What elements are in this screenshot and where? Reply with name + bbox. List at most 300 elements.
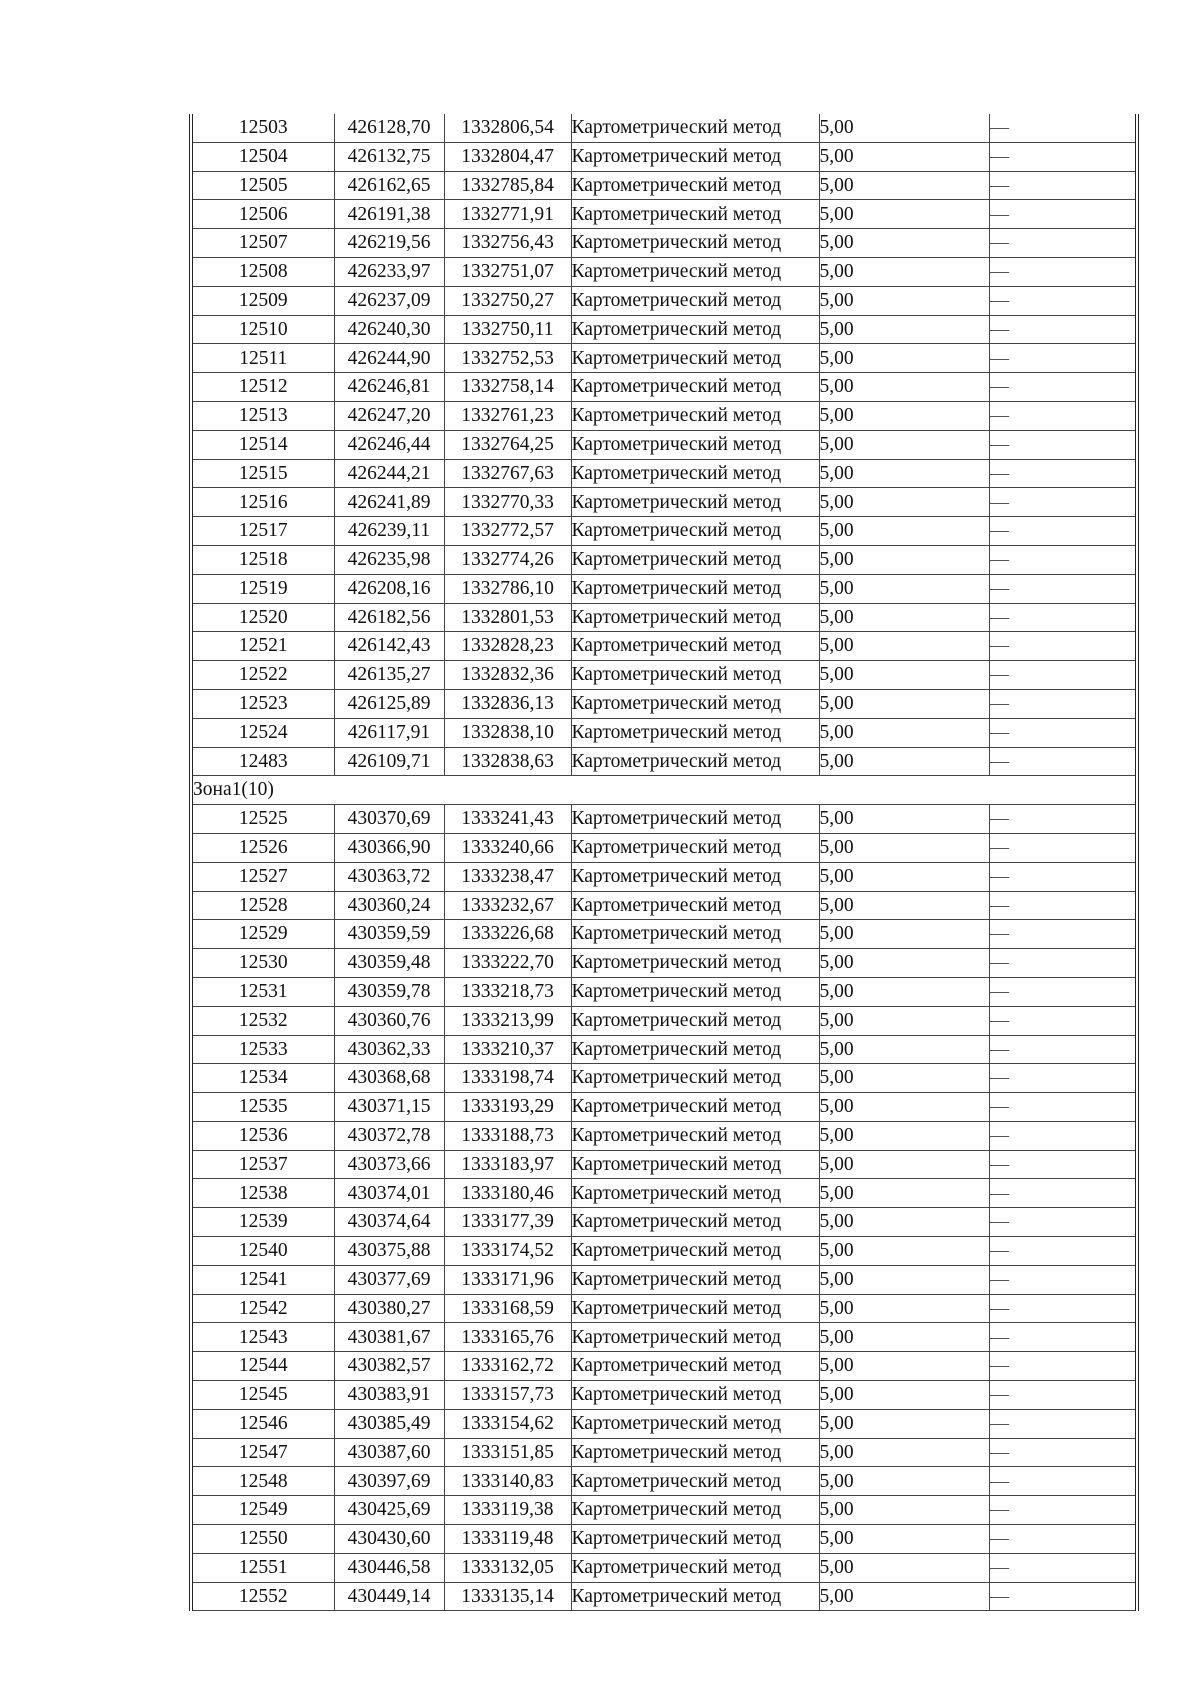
precision-cell: 5,00: [819, 1525, 989, 1554]
description-cell: —: [989, 949, 1137, 978]
method-cell: Картометрический метод: [571, 229, 819, 258]
table-row: [191, 344, 1137, 373]
precision-cell: 5,00: [819, 1323, 989, 1352]
method-cell: Картометрический метод: [571, 1150, 819, 1179]
x-coordinate-cell: 430373,66: [334, 1150, 444, 1179]
method-cell: Картометрический метод: [571, 315, 819, 344]
method-cell: Картометрический метод: [571, 488, 819, 517]
y-coordinate-cell: 1332758,14: [444, 373, 571, 402]
precision-cell: 5,00: [819, 1553, 989, 1582]
table-row: [191, 1582, 1137, 1611]
y-coordinate-cell: 1332801,53: [444, 603, 571, 632]
description-cell: —: [989, 1438, 1137, 1467]
x-coordinate-cell: 426244,90: [334, 344, 444, 373]
y-coordinate-cell: 1332806,54: [444, 114, 571, 142]
method-cell: Картометрический метод: [571, 920, 819, 949]
point-number-cell: 12526: [191, 833, 334, 862]
table-row: [191, 603, 1137, 632]
description-cell: —: [989, 1496, 1137, 1525]
point-number-cell: 12510: [191, 315, 334, 344]
y-coordinate-cell: 1333154,62: [444, 1409, 571, 1438]
point-number-cell: 12519: [191, 574, 334, 603]
x-coordinate-cell: 426244,21: [334, 459, 444, 488]
y-coordinate-cell: 1332750,11: [444, 315, 571, 344]
y-coordinate-cell: 1333135,14: [444, 1582, 571, 1611]
method-cell: Картометрический метод: [571, 891, 819, 920]
table-row: [191, 977, 1137, 1006]
table-row: [191, 401, 1137, 430]
x-coordinate-cell: 430359,78: [334, 977, 444, 1006]
y-coordinate-cell: 1332764,25: [444, 430, 571, 459]
point-number-cell: 12525: [191, 805, 334, 834]
y-coordinate-cell: 1333171,96: [444, 1265, 571, 1294]
description-cell: —: [989, 805, 1137, 834]
precision-cell: 5,00: [819, 1409, 989, 1438]
point-number-cell: 12527: [191, 862, 334, 891]
table-row: [191, 1553, 1137, 1582]
x-coordinate-cell: 426219,56: [334, 229, 444, 258]
table-body: [191, 114, 1137, 1611]
method-cell: Картометрический метод: [571, 977, 819, 1006]
precision-cell: 5,00: [819, 1150, 989, 1179]
table-row: [191, 1179, 1137, 1208]
zone-header-row: [191, 776, 1137, 805]
x-coordinate-cell: 430370,69: [334, 805, 444, 834]
y-coordinate-cell: 1332770,33: [444, 488, 571, 517]
y-coordinate-cell: 1332771,91: [444, 200, 571, 229]
point-number-cell: 12520: [191, 603, 334, 632]
table-row: [191, 545, 1137, 574]
y-coordinate-cell: 1333119,38: [444, 1496, 571, 1525]
y-coordinate-cell: 1332767,63: [444, 459, 571, 488]
point-number-cell: 12545: [191, 1381, 334, 1410]
description-cell: —: [989, 747, 1137, 776]
table-row: [191, 1064, 1137, 1093]
precision-cell: 5,00: [819, 1179, 989, 1208]
point-number-cell: 12503: [191, 114, 334, 142]
table-row: [191, 689, 1137, 718]
table-row: [191, 257, 1137, 286]
method-cell: Картометрический метод: [571, 171, 819, 200]
method-cell: Картометрический метод: [571, 1093, 819, 1122]
table-row: [191, 373, 1137, 402]
description-cell: —: [989, 603, 1137, 632]
point-number-cell: 12534: [191, 1064, 334, 1093]
method-cell: Картометрический метод: [571, 718, 819, 747]
x-coordinate-cell: 430374,01: [334, 1179, 444, 1208]
method-cell: Картометрический метод: [571, 805, 819, 834]
precision-cell: 5,00: [819, 1006, 989, 1035]
description-cell: —: [989, 574, 1137, 603]
method-cell: Картометрический метод: [571, 1323, 819, 1352]
table-row: [191, 1093, 1137, 1122]
description-cell: —: [989, 718, 1137, 747]
y-coordinate-cell: 1333210,37: [444, 1035, 571, 1064]
method-cell: Картометрический метод: [571, 1582, 819, 1611]
description-cell: —: [989, 373, 1137, 402]
y-coordinate-cell: 1332828,23: [444, 632, 571, 661]
point-number-cell: 12522: [191, 661, 334, 690]
x-coordinate-cell: 426135,27: [334, 661, 444, 690]
x-coordinate-cell: 430387,60: [334, 1438, 444, 1467]
method-cell: Картометрический метод: [571, 632, 819, 661]
description-cell: —: [989, 1035, 1137, 1064]
method-cell: Картометрический метод: [571, 1035, 819, 1064]
method-cell: Картометрический метод: [571, 430, 819, 459]
method-cell: Картометрический метод: [571, 1438, 819, 1467]
description-cell: —: [989, 114, 1137, 142]
method-cell: Картометрический метод: [571, 257, 819, 286]
point-number-cell: 12533: [191, 1035, 334, 1064]
table-row: [191, 1006, 1137, 1035]
point-number-cell: 12513: [191, 401, 334, 430]
y-coordinate-cell: 1333238,47: [444, 862, 571, 891]
method-cell: Картометрический метод: [571, 142, 819, 171]
table-row: [191, 200, 1137, 229]
table-row: [191, 1294, 1137, 1323]
y-coordinate-cell: 1333151,85: [444, 1438, 571, 1467]
precision-cell: 5,00: [819, 747, 989, 776]
point-number-cell: 12504: [191, 142, 334, 171]
table-row: [191, 632, 1137, 661]
precision-cell: 5,00: [819, 1093, 989, 1122]
description-cell: —: [989, 1553, 1137, 1582]
x-coordinate-cell: 426241,89: [334, 488, 444, 517]
y-coordinate-cell: 1332785,84: [444, 171, 571, 200]
description-cell: —: [989, 430, 1137, 459]
precision-cell: 5,00: [819, 488, 989, 517]
description-cell: —: [989, 1121, 1137, 1150]
method-cell: Картометрический метод: [571, 1381, 819, 1410]
description-cell: —: [989, 1409, 1137, 1438]
precision-cell: 5,00: [819, 718, 989, 747]
table-row: [191, 430, 1137, 459]
precision-cell: 5,00: [819, 200, 989, 229]
point-number-cell: 12532: [191, 1006, 334, 1035]
point-number-cell: 12539: [191, 1208, 334, 1237]
table-row: [191, 517, 1137, 546]
coordinates-table: [189, 114, 1139, 1611]
description-cell: —: [989, 1525, 1137, 1554]
method-cell: Картометрический метод: [571, 1525, 819, 1554]
table-row: [191, 229, 1137, 258]
precision-cell: 5,00: [819, 286, 989, 315]
point-number-cell: 12508: [191, 257, 334, 286]
point-number-cell: 12483: [191, 747, 334, 776]
table-row: [191, 1467, 1137, 1496]
point-number-cell: 12515: [191, 459, 334, 488]
precision-cell: 5,00: [819, 430, 989, 459]
description-cell: —: [989, 488, 1137, 517]
table-row: [191, 1352, 1137, 1381]
description-cell: —: [989, 1179, 1137, 1208]
x-coordinate-cell: 430430,60: [334, 1525, 444, 1554]
point-number-cell: 12512: [191, 373, 334, 402]
table-row: [191, 1035, 1137, 1064]
y-coordinate-cell: 1332750,27: [444, 286, 571, 315]
precision-cell: 5,00: [819, 1467, 989, 1496]
description-cell: —: [989, 632, 1137, 661]
y-coordinate-cell: 1333180,46: [444, 1179, 571, 1208]
description-cell: —: [989, 142, 1137, 171]
precision-cell: 5,00: [819, 689, 989, 718]
method-cell: Картометрический метод: [571, 545, 819, 574]
description-cell: —: [989, 833, 1137, 862]
table-row: [191, 1237, 1137, 1266]
description-cell: —: [989, 661, 1137, 690]
method-cell: Картометрический метод: [571, 1409, 819, 1438]
x-coordinate-cell: 430397,69: [334, 1467, 444, 1496]
point-number-cell: 12541: [191, 1265, 334, 1294]
method-cell: Картометрический метод: [571, 1208, 819, 1237]
precision-cell: 5,00: [819, 1121, 989, 1150]
x-coordinate-cell: 430371,15: [334, 1093, 444, 1122]
table-row: [191, 171, 1137, 200]
description-cell: —: [989, 200, 1137, 229]
table-row: [191, 1381, 1137, 1410]
y-coordinate-cell: 1333188,73: [444, 1121, 571, 1150]
precision-cell: 5,00: [819, 1496, 989, 1525]
description-cell: —: [989, 891, 1137, 920]
precision-cell: 5,00: [819, 1064, 989, 1093]
table-row: [191, 1323, 1137, 1352]
x-coordinate-cell: 430359,48: [334, 949, 444, 978]
x-coordinate-cell: 430362,33: [334, 1035, 444, 1064]
description-cell: —: [989, 401, 1137, 430]
precision-cell: 5,00: [819, 661, 989, 690]
y-coordinate-cell: 1333177,39: [444, 1208, 571, 1237]
precision-cell: 5,00: [819, 459, 989, 488]
description-cell: —: [989, 459, 1137, 488]
table-row: [191, 1409, 1137, 1438]
method-cell: Картометрический метод: [571, 286, 819, 315]
y-coordinate-cell: 1333193,29: [444, 1093, 571, 1122]
precision-cell: 5,00: [819, 1381, 989, 1410]
description-cell: —: [989, 1381, 1137, 1410]
point-number-cell: 12546: [191, 1409, 334, 1438]
y-coordinate-cell: 1333198,74: [444, 1064, 571, 1093]
x-coordinate-cell: 426162,65: [334, 171, 444, 200]
precision-cell: 5,00: [819, 805, 989, 834]
point-number-cell: 12528: [191, 891, 334, 920]
method-cell: Картометрический метод: [571, 1121, 819, 1150]
table-row: [191, 1121, 1137, 1150]
point-number-cell: 12514: [191, 430, 334, 459]
table-row: [191, 1150, 1137, 1179]
method-cell: Картометрический метод: [571, 200, 819, 229]
x-coordinate-cell: 430363,72: [334, 862, 444, 891]
y-coordinate-cell: 1333232,67: [444, 891, 571, 920]
description-cell: —: [989, 286, 1137, 315]
precision-cell: 5,00: [819, 315, 989, 344]
y-coordinate-cell: 1332751,07: [444, 257, 571, 286]
x-coordinate-cell: 426246,81: [334, 373, 444, 402]
table-row: [191, 718, 1137, 747]
method-cell: Картометрический метод: [571, 1467, 819, 1496]
x-coordinate-cell: 430372,78: [334, 1121, 444, 1150]
x-coordinate-cell: 426132,75: [334, 142, 444, 171]
x-coordinate-cell: 426142,43: [334, 632, 444, 661]
description-cell: —: [989, 1150, 1137, 1179]
precision-cell: 5,00: [819, 1438, 989, 1467]
description-cell: —: [989, 315, 1137, 344]
method-cell: Картометрический метод: [571, 949, 819, 978]
point-number-cell: 12505: [191, 171, 334, 200]
description-cell: —: [989, 1208, 1137, 1237]
precision-cell: 5,00: [819, 862, 989, 891]
precision-cell: 5,00: [819, 949, 989, 978]
y-coordinate-cell: 1333165,76: [444, 1323, 571, 1352]
method-cell: Картометрический метод: [571, 862, 819, 891]
precision-cell: 5,00: [819, 891, 989, 920]
description-cell: —: [989, 862, 1137, 891]
x-coordinate-cell: 430375,88: [334, 1237, 444, 1266]
y-coordinate-cell: 1332756,43: [444, 229, 571, 258]
y-coordinate-cell: 1333168,59: [444, 1294, 571, 1323]
table-row: [191, 114, 1137, 142]
description-cell: —: [989, 517, 1137, 546]
y-coordinate-cell: 1332774,26: [444, 545, 571, 574]
x-coordinate-cell: 426247,20: [334, 401, 444, 430]
description-cell: —: [989, 977, 1137, 1006]
y-coordinate-cell: 1333174,52: [444, 1237, 571, 1266]
table-row: [191, 1438, 1137, 1467]
x-coordinate-cell: 430360,76: [334, 1006, 444, 1035]
point-number-cell: 12518: [191, 545, 334, 574]
table-row: [191, 661, 1137, 690]
x-coordinate-cell: 430449,14: [334, 1582, 444, 1611]
description-cell: —: [989, 1467, 1137, 1496]
precision-cell: 5,00: [819, 632, 989, 661]
x-coordinate-cell: 430446,58: [334, 1553, 444, 1582]
method-cell: Картометрический метод: [571, 603, 819, 632]
x-coordinate-cell: 426109,71: [334, 747, 444, 776]
method-cell: Картометрический метод: [571, 1006, 819, 1035]
point-number-cell: 12537: [191, 1150, 334, 1179]
point-number-cell: 12535: [191, 1093, 334, 1122]
method-cell: Картометрический метод: [571, 344, 819, 373]
x-coordinate-cell: 430377,69: [334, 1265, 444, 1294]
description-cell: —: [989, 1006, 1137, 1035]
x-coordinate-cell: 430385,49: [334, 1409, 444, 1438]
method-cell: Картометрический метод: [571, 689, 819, 718]
x-coordinate-cell: 430380,27: [334, 1294, 444, 1323]
y-coordinate-cell: 1332804,47: [444, 142, 571, 171]
description-cell: —: [989, 1265, 1137, 1294]
y-coordinate-cell: 1333213,99: [444, 1006, 571, 1035]
precision-cell: 5,00: [819, 1237, 989, 1266]
point-number-cell: 12550: [191, 1525, 334, 1554]
table-row: [191, 949, 1137, 978]
precision-cell: 5,00: [819, 833, 989, 862]
x-coordinate-cell: 430381,67: [334, 1323, 444, 1352]
description-cell: —: [989, 171, 1137, 200]
method-cell: Картометрический метод: [571, 401, 819, 430]
description-cell: —: [989, 1237, 1137, 1266]
table-row: [191, 459, 1137, 488]
point-number-cell: 12521: [191, 632, 334, 661]
description-cell: —: [989, 1064, 1137, 1093]
point-number-cell: 12548: [191, 1467, 334, 1496]
point-number-cell: 12517: [191, 517, 334, 546]
description-cell: —: [989, 1093, 1137, 1122]
method-cell: Картометрический метод: [571, 661, 819, 690]
point-number-cell: 12511: [191, 344, 334, 373]
x-coordinate-cell: 430382,57: [334, 1352, 444, 1381]
x-coordinate-cell: 430366,90: [334, 833, 444, 862]
table-row: [191, 862, 1137, 891]
precision-cell: 5,00: [819, 977, 989, 1006]
table-row: [191, 833, 1137, 862]
y-coordinate-cell: 1333222,70: [444, 949, 571, 978]
precision-cell: 5,00: [819, 1035, 989, 1064]
method-cell: Картометрический метод: [571, 1265, 819, 1294]
x-coordinate-cell: 430368,68: [334, 1064, 444, 1093]
point-number-cell: 12529: [191, 920, 334, 949]
y-coordinate-cell: 1332752,53: [444, 344, 571, 373]
y-coordinate-cell: 1333241,43: [444, 805, 571, 834]
precision-cell: 5,00: [819, 545, 989, 574]
point-number-cell: 12516: [191, 488, 334, 517]
method-cell: Картометрический метод: [571, 1294, 819, 1323]
precision-cell: 5,00: [819, 171, 989, 200]
method-cell: Картометрический метод: [571, 373, 819, 402]
x-coordinate-cell: 426117,91: [334, 718, 444, 747]
table-row: [191, 574, 1137, 603]
description-cell: —: [989, 1294, 1137, 1323]
precision-cell: 5,00: [819, 517, 989, 546]
description-cell: —: [989, 257, 1137, 286]
point-number-cell: 12506: [191, 200, 334, 229]
table-row: [191, 1265, 1137, 1294]
precision-cell: 5,00: [819, 1265, 989, 1294]
description-cell: —: [989, 689, 1137, 718]
precision-cell: 5,00: [819, 373, 989, 402]
x-coordinate-cell: 426239,11: [334, 517, 444, 546]
precision-cell: 5,00: [819, 344, 989, 373]
point-number-cell: 12542: [191, 1294, 334, 1323]
description-cell: —: [989, 1352, 1137, 1381]
y-coordinate-cell: 1333240,66: [444, 833, 571, 862]
point-number-cell: 12549: [191, 1496, 334, 1525]
point-number-cell: 12530: [191, 949, 334, 978]
point-number-cell: 12543: [191, 1323, 334, 1352]
table-row: [191, 315, 1137, 344]
table-row: [191, 286, 1137, 315]
x-coordinate-cell: 430374,64: [334, 1208, 444, 1237]
y-coordinate-cell: 1333226,68: [444, 920, 571, 949]
method-cell: Картометрический метод: [571, 114, 819, 142]
method-cell: Картометрический метод: [571, 1496, 819, 1525]
table-row: [191, 920, 1137, 949]
x-coordinate-cell: 426240,30: [334, 315, 444, 344]
point-number-cell: 12544: [191, 1352, 334, 1381]
point-number-cell: 12509: [191, 286, 334, 315]
method-cell: Картометрический метод: [571, 459, 819, 488]
table-row: [191, 1525, 1137, 1554]
x-coordinate-cell: 426125,89: [334, 689, 444, 718]
precision-cell: 5,00: [819, 401, 989, 430]
table-row: [191, 805, 1137, 834]
x-coordinate-cell: 430383,91: [334, 1381, 444, 1410]
point-number-cell: 12551: [191, 1553, 334, 1582]
y-coordinate-cell: 1332832,36: [444, 661, 571, 690]
method-cell: Картометрический метод: [571, 833, 819, 862]
x-coordinate-cell: 430360,24: [334, 891, 444, 920]
precision-cell: 5,00: [819, 603, 989, 632]
precision-cell: 5,00: [819, 229, 989, 258]
y-coordinate-cell: 1333132,05: [444, 1553, 571, 1582]
